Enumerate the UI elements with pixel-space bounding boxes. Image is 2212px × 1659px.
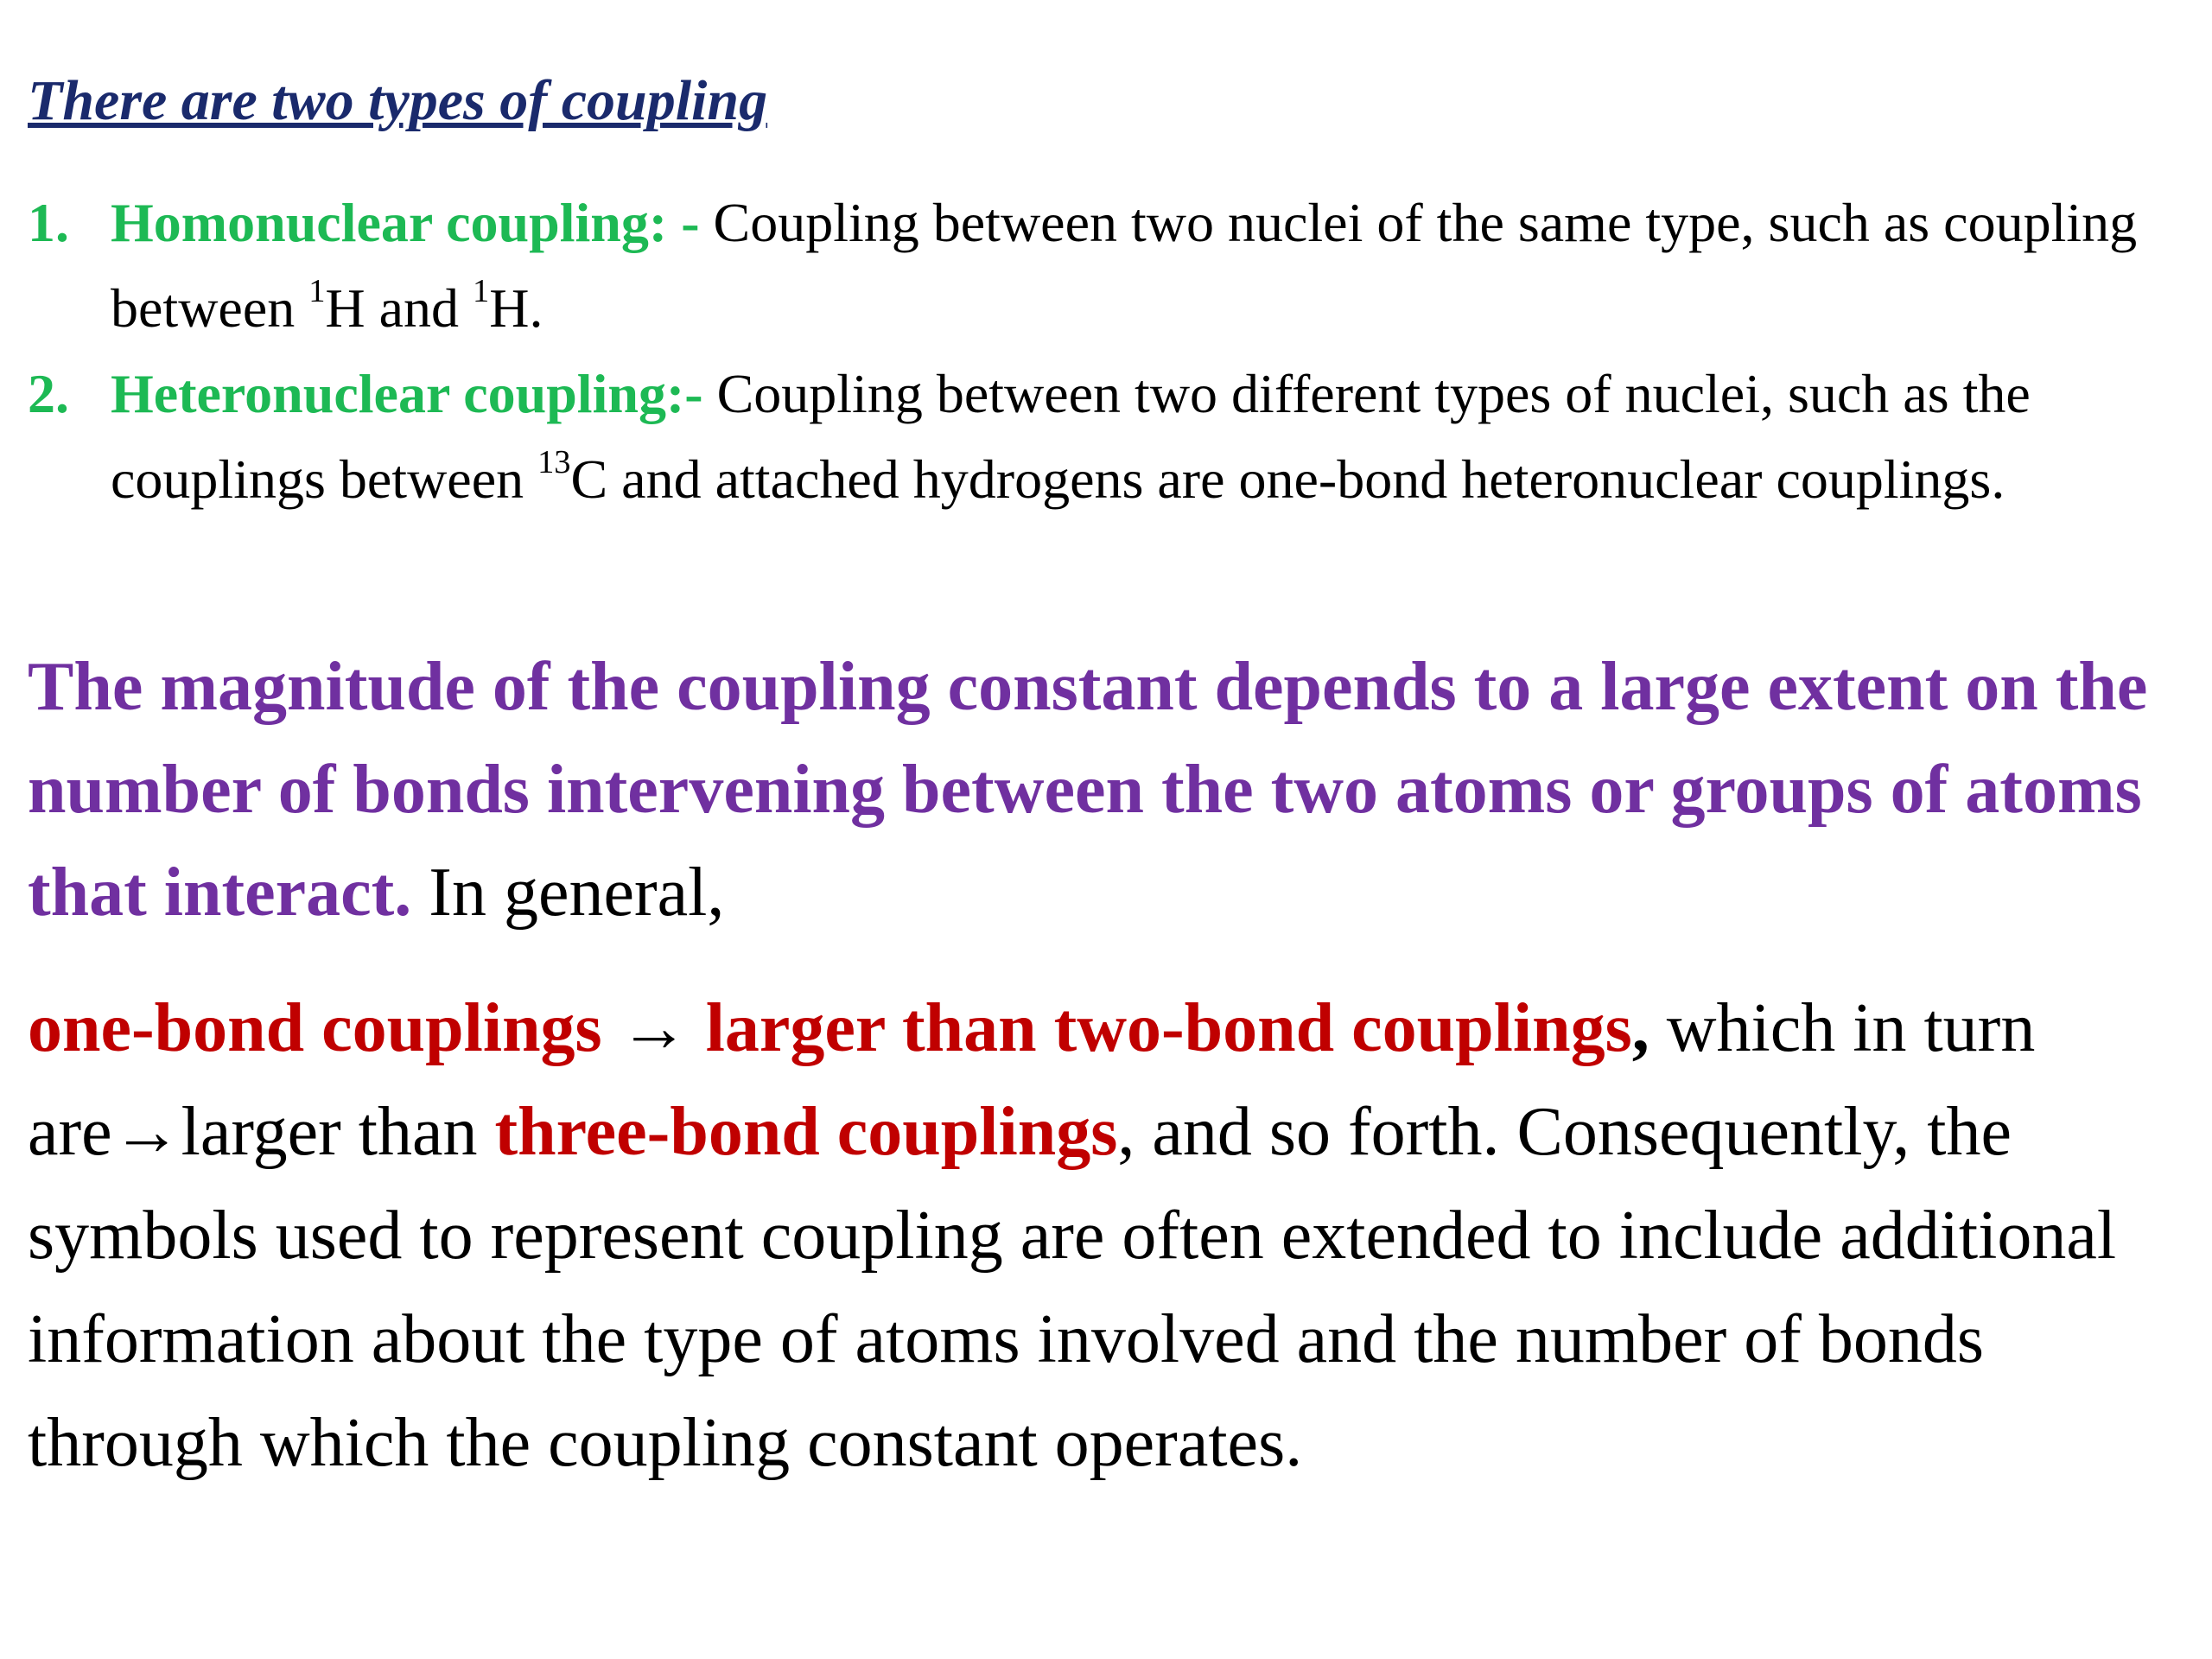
superscript-mass-number: 1 [308, 273, 326, 310]
emphasis-two-bond: larger than two-bond couplings [705, 990, 1632, 1066]
magnitude-emphasis: The magnitude of the coupling constant depends to a large extent on the number of bonds intervening between the two atoms or groups of atoms that interact. [28, 649, 2148, 931]
list-item-homonuclear [28, 180, 2188, 351]
definition-text: H. [489, 277, 543, 339]
general-paragraph [28, 976, 2188, 1495]
list-number: 2. [28, 363, 69, 424]
coupling-types-list [28, 180, 2188, 522]
definition-text: C and attached hydrogens are one-bond heteronuclear couplings. [570, 448, 2005, 510]
magnitude-tail: In general, [411, 855, 725, 931]
superscript-mass-number: 13 [537, 444, 571, 481]
emphasis-one-bond: one-bond couplings [28, 990, 602, 1066]
list-number: 1. [28, 192, 69, 253]
superscript-mass-number: 1 [473, 273, 490, 310]
emphasis-three-bond: three-bond couplings [494, 1094, 1118, 1170]
body-text: which in turn are→larger than [28, 990, 2036, 1170]
body-text: , and so forth. Consequently, the symbols used to represent coupling are often extended to include additional information about the type of atoms involved and the number of bonds through which the coupling constant operates. [28, 1094, 2117, 1481]
term-heteronuclear: Heteronuclear coupling:- [111, 363, 703, 424]
definition-text: Coupling between two nuclei of the same type, such as coupling between [111, 192, 2138, 339]
definition-text: Coupling between two different types of nuclei, such as the couplings between [111, 363, 2031, 510]
list-item-heteronuclear [28, 351, 2188, 522]
slide-heading: There are two types of coupling [28, 69, 768, 132]
definition-text: H and [325, 277, 474, 339]
term-homonuclear: Homonuclear coupling: - [111, 192, 700, 253]
magnitude-paragraph [28, 636, 2171, 944]
arrow-text: → [601, 990, 706, 1066]
comma-text: , [1631, 990, 1649, 1066]
